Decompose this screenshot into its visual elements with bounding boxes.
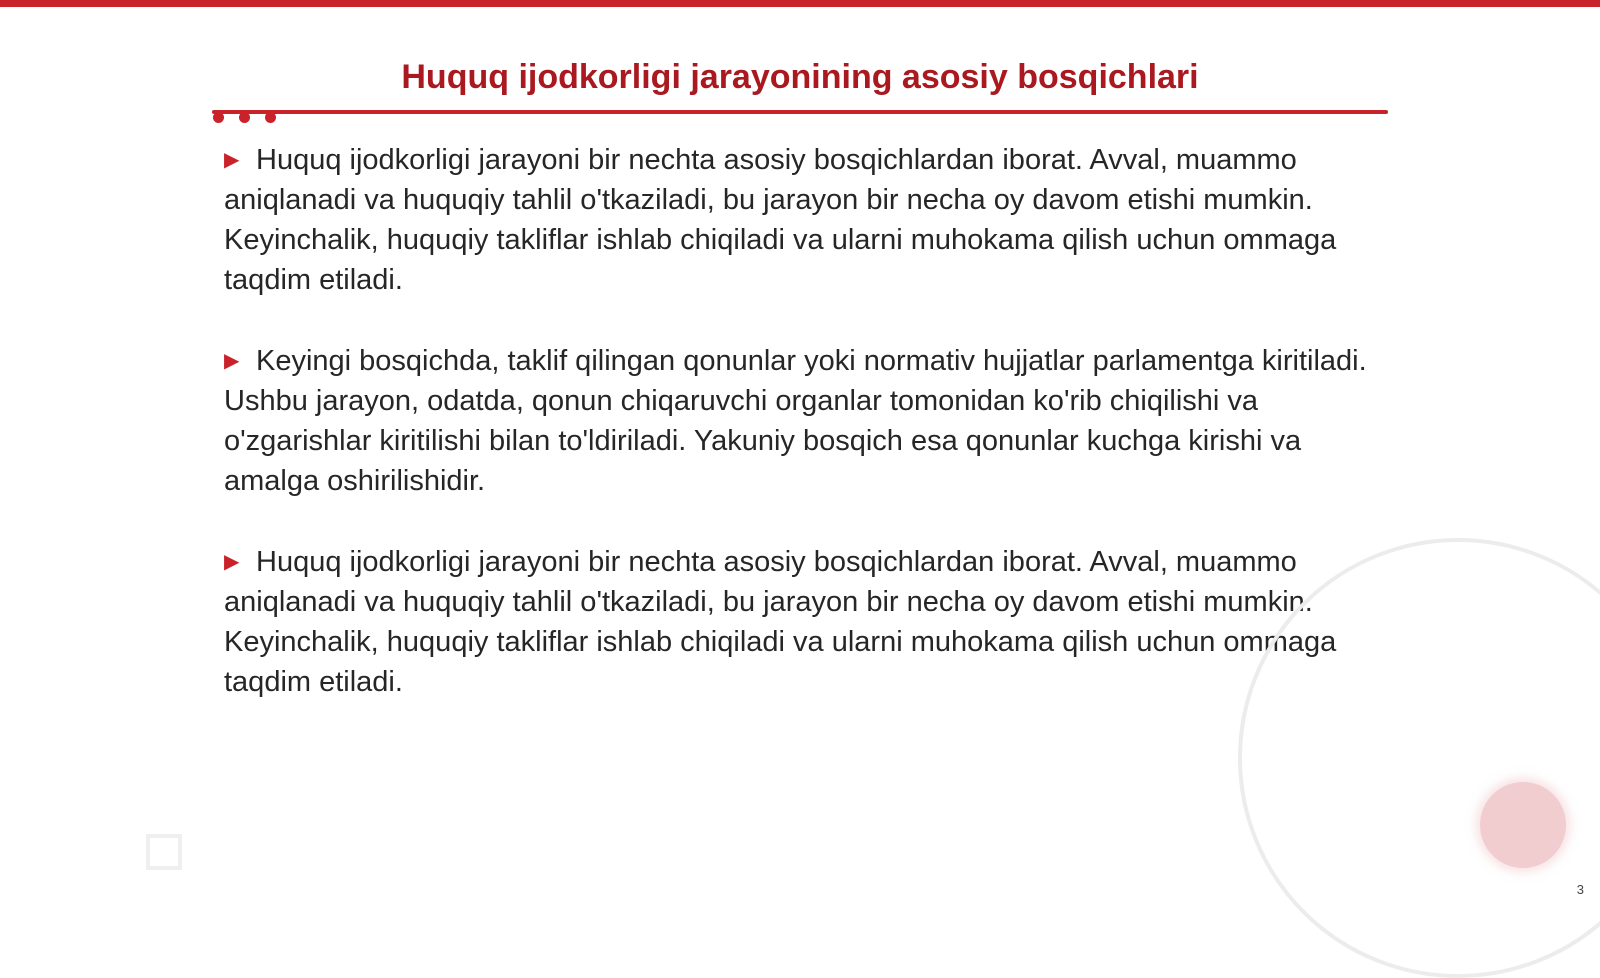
triangle-bullet-icon: ▶ — [224, 149, 240, 171]
decorative-dot — [239, 112, 250, 123]
decorative-dot — [213, 112, 224, 123]
bullet-list — [224, 140, 1374, 743]
bullet-text: Keyingi bosqichda, taklif qilingan qonunlar yoki normativ hujjatlar parlamentga kiritiladi. Ushbu jarayon, odatda, qonun chiqaruvchi organlar tomonidan ko'rib chiqilishi va o'zgarishlar kiritilishi bilan to'ldiriladi. Yakuniy bosqich esa qonunlar kuchga kirishi va amalga oshirilishidir. — [224, 345, 1367, 497]
slide-title: Huquq ijodkorligi jarayonining asosiy bosqichlari — [401, 58, 1199, 96]
page-number: 3 — [1576, 882, 1584, 897]
bullet-item — [224, 542, 1374, 702]
decorative-square-outline — [146, 834, 182, 870]
bullet-item — [224, 341, 1374, 501]
bullet-item — [224, 140, 1374, 300]
top-accent-bar — [0, 0, 1600, 7]
decorative-pink-circle — [1480, 782, 1566, 868]
bullet-text: Huquq ijodkorligi jarayoni bir nechta asosiy bosqichlardan iborat. Avval, muammo aniqlanadi va huquqiy tahlil o'tkaziladi, bu jarayon bir necha oy davom etishi mumkin. Keyinchalik, huquqiy takliflar ishlab chiqiladi va ularni muhokama qilish uchun ommaga taqdim etiladi. — [224, 144, 1337, 296]
triangle-bullet-icon: ▶ — [224, 551, 240, 573]
decorative-dot — [265, 112, 276, 123]
bullet-text: Huquq ijodkorligi jarayoni bir nechta asosiy bosqichlardan iborat. Avval, muammo aniqlanadi va huquqiy tahlil o'tkaziladi, bu jarayon bir necha oy davom etishi mumkin. Keyinchalik, huquqiy takliflar ishlab chiqiladi va ularni muhokama qilish uchun ommaga taqdim etiladi. — [224, 546, 1337, 698]
triangle-bullet-icon: ▶ — [224, 350, 240, 372]
title-underline — [212, 110, 1388, 114]
